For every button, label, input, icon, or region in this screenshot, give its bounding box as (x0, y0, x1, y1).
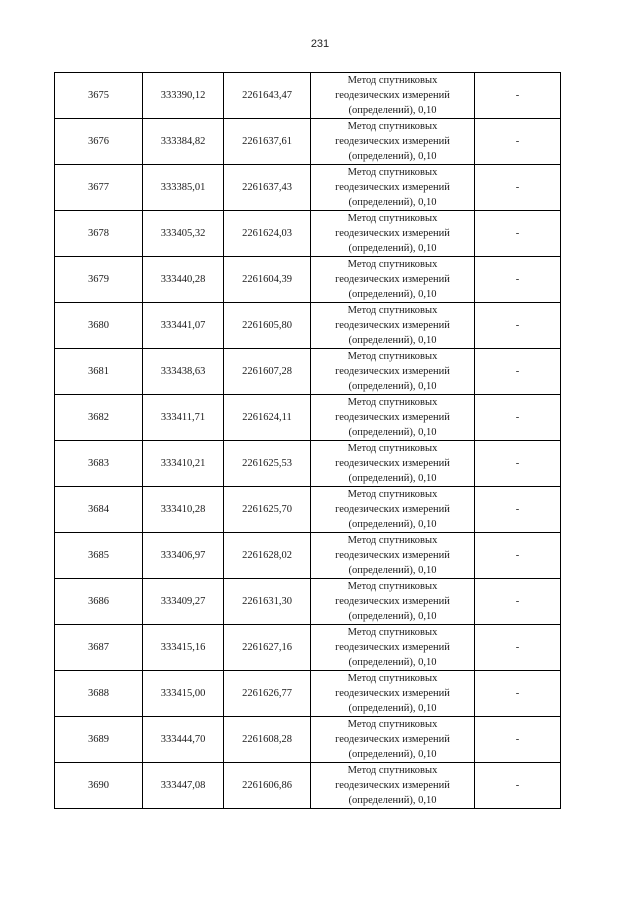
x-coordinate-cell: 333440,28 (143, 257, 224, 303)
table-row (55, 625, 561, 671)
y-coordinate-cell: 2261628,02 (224, 533, 311, 579)
x-coordinate-cell: 333415,16 (143, 625, 224, 671)
note-cell: - (475, 165, 561, 211)
x-coordinate-cell: 333410,28 (143, 487, 224, 533)
method-cell (311, 487, 475, 533)
table-row (55, 303, 561, 349)
method-cell (311, 441, 475, 487)
method-line-2: геодезических измерений (335, 504, 450, 515)
note-cell: - (475, 441, 561, 487)
method-cell (311, 671, 475, 717)
method-line-2: геодезических измерений (335, 90, 450, 101)
table-row (55, 441, 561, 487)
method-cell (311, 119, 475, 165)
y-coordinate-cell: 2261625,53 (224, 441, 311, 487)
table-row (55, 395, 561, 441)
x-coordinate-cell: 333390,12 (143, 73, 224, 119)
note-cell: - (475, 73, 561, 119)
table-row (55, 487, 561, 533)
note-cell: - (475, 303, 561, 349)
table-row (55, 763, 561, 809)
method-line-3: (определений), 0,10 (348, 473, 437, 484)
note-cell: - (475, 257, 561, 303)
method-line-3: (определений), 0,10 (348, 795, 437, 806)
point-number-cell: 3688 (55, 671, 143, 717)
point-number-cell: 3687 (55, 625, 143, 671)
point-number-cell: 3678 (55, 211, 143, 257)
point-number-cell: 3685 (55, 533, 143, 579)
method-line-1: Метод спутниковых (347, 259, 438, 270)
point-number-cell: 3677 (55, 165, 143, 211)
method-line-2: геодезических измерений (335, 596, 450, 607)
point-number-cell: 3690 (55, 763, 143, 809)
y-coordinate-cell: 2261637,61 (224, 119, 311, 165)
y-coordinate-cell: 2261607,28 (224, 349, 311, 395)
method-line-1: Метод спутниковых (347, 305, 438, 316)
point-number-cell: 3684 (55, 487, 143, 533)
method-cell (311, 303, 475, 349)
method-line-1: Метод спутниковых (347, 489, 438, 500)
method-line-1: Метод спутниковых (347, 397, 438, 408)
point-number-cell: 3679 (55, 257, 143, 303)
y-coordinate-cell: 2261643,47 (224, 73, 311, 119)
y-coordinate-cell: 2261624,11 (224, 395, 311, 441)
note-cell: - (475, 671, 561, 717)
point-number-cell: 3686 (55, 579, 143, 625)
method-line-3: (определений), 0,10 (348, 519, 437, 530)
table-row (55, 717, 561, 763)
method-line-1: Метод спутниковых (347, 765, 438, 776)
table-row (55, 579, 561, 625)
x-coordinate-cell: 333406,97 (143, 533, 224, 579)
point-number-cell: 3681 (55, 349, 143, 395)
x-coordinate-cell: 333405,32 (143, 211, 224, 257)
method-cell (311, 763, 475, 809)
y-coordinate-cell: 2261624,03 (224, 211, 311, 257)
y-coordinate-cell: 2261606,86 (224, 763, 311, 809)
table-row (55, 671, 561, 717)
x-coordinate-cell: 333447,08 (143, 763, 224, 809)
x-coordinate-cell: 333385,01 (143, 165, 224, 211)
note-cell: - (475, 487, 561, 533)
method-line-2: геодезических измерений (335, 550, 450, 561)
method-line-1: Метод спутниковых (347, 121, 438, 132)
method-line-3: (определений), 0,10 (348, 381, 437, 392)
x-coordinate-cell: 333410,21 (143, 441, 224, 487)
table-row (55, 73, 561, 119)
method-line-2: геодезических измерений (335, 320, 450, 331)
y-coordinate-cell: 2261625,70 (224, 487, 311, 533)
point-number-cell: 3675 (55, 73, 143, 119)
point-number-cell: 3676 (55, 119, 143, 165)
note-cell: - (475, 763, 561, 809)
y-coordinate-cell: 2261626,77 (224, 671, 311, 717)
method-line-3: (определений), 0,10 (348, 427, 437, 438)
x-coordinate-cell: 333409,27 (143, 579, 224, 625)
x-coordinate-cell: 333384,82 (143, 119, 224, 165)
method-cell (311, 395, 475, 441)
note-cell: - (475, 625, 561, 671)
method-line-2: геодезических измерений (335, 458, 450, 469)
page-number: 231 (310, 38, 330, 50)
note-cell: - (475, 395, 561, 441)
method-cell (311, 73, 475, 119)
table-row (55, 349, 561, 395)
method-line-3: (определений), 0,10 (348, 335, 437, 346)
method-line-2: геодезических измерений (335, 780, 450, 791)
y-coordinate-cell: 2261608,28 (224, 717, 311, 763)
point-number-cell: 3680 (55, 303, 143, 349)
method-line-2: геодезических измерений (335, 182, 450, 193)
method-cell (311, 625, 475, 671)
method-line-3: (определений), 0,10 (348, 105, 437, 116)
x-coordinate-cell: 333441,07 (143, 303, 224, 349)
y-coordinate-cell: 2261637,43 (224, 165, 311, 211)
point-number-cell: 3689 (55, 717, 143, 763)
method-line-3: (определений), 0,10 (348, 565, 437, 576)
y-coordinate-cell: 2261605,80 (224, 303, 311, 349)
note-cell: - (475, 211, 561, 257)
method-line-2: геодезических измерений (335, 274, 450, 285)
method-line-1: Метод спутниковых (347, 75, 438, 86)
method-line-3: (определений), 0,10 (348, 703, 437, 714)
method-line-1: Метод спутниковых (347, 213, 438, 224)
method-cell (311, 257, 475, 303)
table-row (55, 211, 561, 257)
table-row (55, 165, 561, 211)
x-coordinate-cell: 333415,00 (143, 671, 224, 717)
method-line-1: Метод спутниковых (347, 673, 438, 684)
y-coordinate-cell: 2261627,16 (224, 625, 311, 671)
method-line-2: геодезических измерений (335, 688, 450, 699)
method-line-1: Метод спутниковых (347, 535, 438, 546)
note-cell: - (475, 579, 561, 625)
method-line-3: (определений), 0,10 (348, 289, 437, 300)
table-row (55, 533, 561, 579)
method-line-1: Метод спутниковых (347, 351, 438, 362)
y-coordinate-cell: 2261604,39 (224, 257, 311, 303)
method-line-1: Метод спутниковых (347, 443, 438, 454)
method-line-1: Метод спутниковых (347, 719, 438, 730)
note-cell: - (475, 717, 561, 763)
note-cell: - (475, 119, 561, 165)
coordinates-table (54, 72, 561, 809)
method-cell (311, 165, 475, 211)
method-line-1: Метод спутниковых (347, 627, 438, 638)
note-cell: - (475, 349, 561, 395)
x-coordinate-cell: 333411,71 (143, 395, 224, 441)
x-coordinate-cell: 333438,63 (143, 349, 224, 395)
method-line-1: Метод спутниковых (347, 167, 438, 178)
x-coordinate-cell: 333444,70 (143, 717, 224, 763)
point-number-cell: 3683 (55, 441, 143, 487)
point-number-cell: 3682 (55, 395, 143, 441)
method-cell (311, 717, 475, 763)
method-line-3: (определений), 0,10 (348, 243, 437, 254)
table-row (55, 119, 561, 165)
method-line-2: геодезических измерений (335, 228, 450, 239)
method-cell (311, 211, 475, 257)
method-line-2: геодезических измерений (335, 412, 450, 423)
method-cell (311, 349, 475, 395)
method-cell (311, 533, 475, 579)
note-cell: - (475, 533, 561, 579)
method-line-2: геодезических измерений (335, 734, 450, 745)
method-line-3: (определений), 0,10 (348, 657, 437, 668)
coordinates-table-body (55, 73, 561, 809)
method-line-2: геодезических измерений (335, 136, 450, 147)
method-line-3: (определений), 0,10 (348, 749, 437, 760)
y-coordinate-cell: 2261631,30 (224, 579, 311, 625)
method-cell (311, 579, 475, 625)
method-line-3: (определений), 0,10 (348, 197, 437, 208)
method-line-3: (определений), 0,10 (348, 611, 437, 622)
method-line-1: Метод спутниковых (347, 581, 438, 592)
method-line-2: геодезических измерений (335, 642, 450, 653)
table-row (55, 257, 561, 303)
method-line-3: (определений), 0,10 (348, 151, 437, 162)
method-line-2: геодезических измерений (335, 366, 450, 377)
